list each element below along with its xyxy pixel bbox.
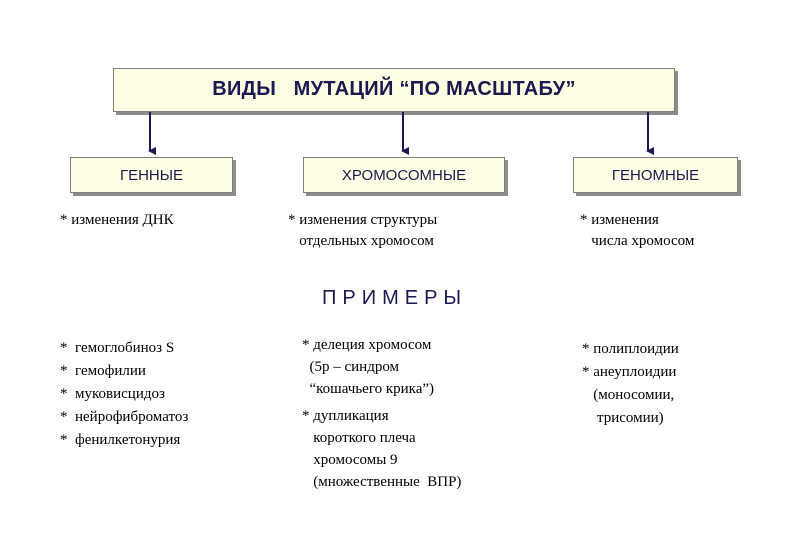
- examples-chromosomal-deletion: * делеция хромосом (5p – синдром “кошачьего крика”): [302, 337, 435, 397]
- category-label-genomic: ГЕНОМНЫЕ: [611, 167, 700, 184]
- examples-chromosomal-duplication: * дупликация короткого плеча хромосомы 9 (множественные ВПР): [302, 408, 462, 490]
- category-box-genomic: [573, 157, 738, 193]
- category-label-chromosomal: ХРОМОСОМНЫЕ: [341, 167, 467, 184]
- examples-heading: ПРИМЕРЫ: [322, 287, 468, 309]
- description-chromosomal: * изменения структуры отдельных хромосом: [288, 212, 438, 249]
- examples-genes: * гемоглобиноз S * гемофилии * муковисцидоз * нейрофиброматоз * фенилкетонурия: [60, 340, 189, 448]
- category-box-genes: [70, 157, 233, 193]
- examples-genomic: * полиплоидии * анеуплоидии (моносомии, трисомии): [582, 341, 679, 426]
- category-box-chromosomal: [303, 157, 505, 193]
- category-label-genes: ГЕННЫЕ: [119, 167, 184, 184]
- diagram-title: ВИДЫ МУТАЦИЙ “ПО МАСШТАБУ”: [212, 78, 576, 100]
- description-genomic: * изменения числа хромосом: [580, 212, 695, 249]
- description-genes: * изменения ДНК: [60, 212, 174, 228]
